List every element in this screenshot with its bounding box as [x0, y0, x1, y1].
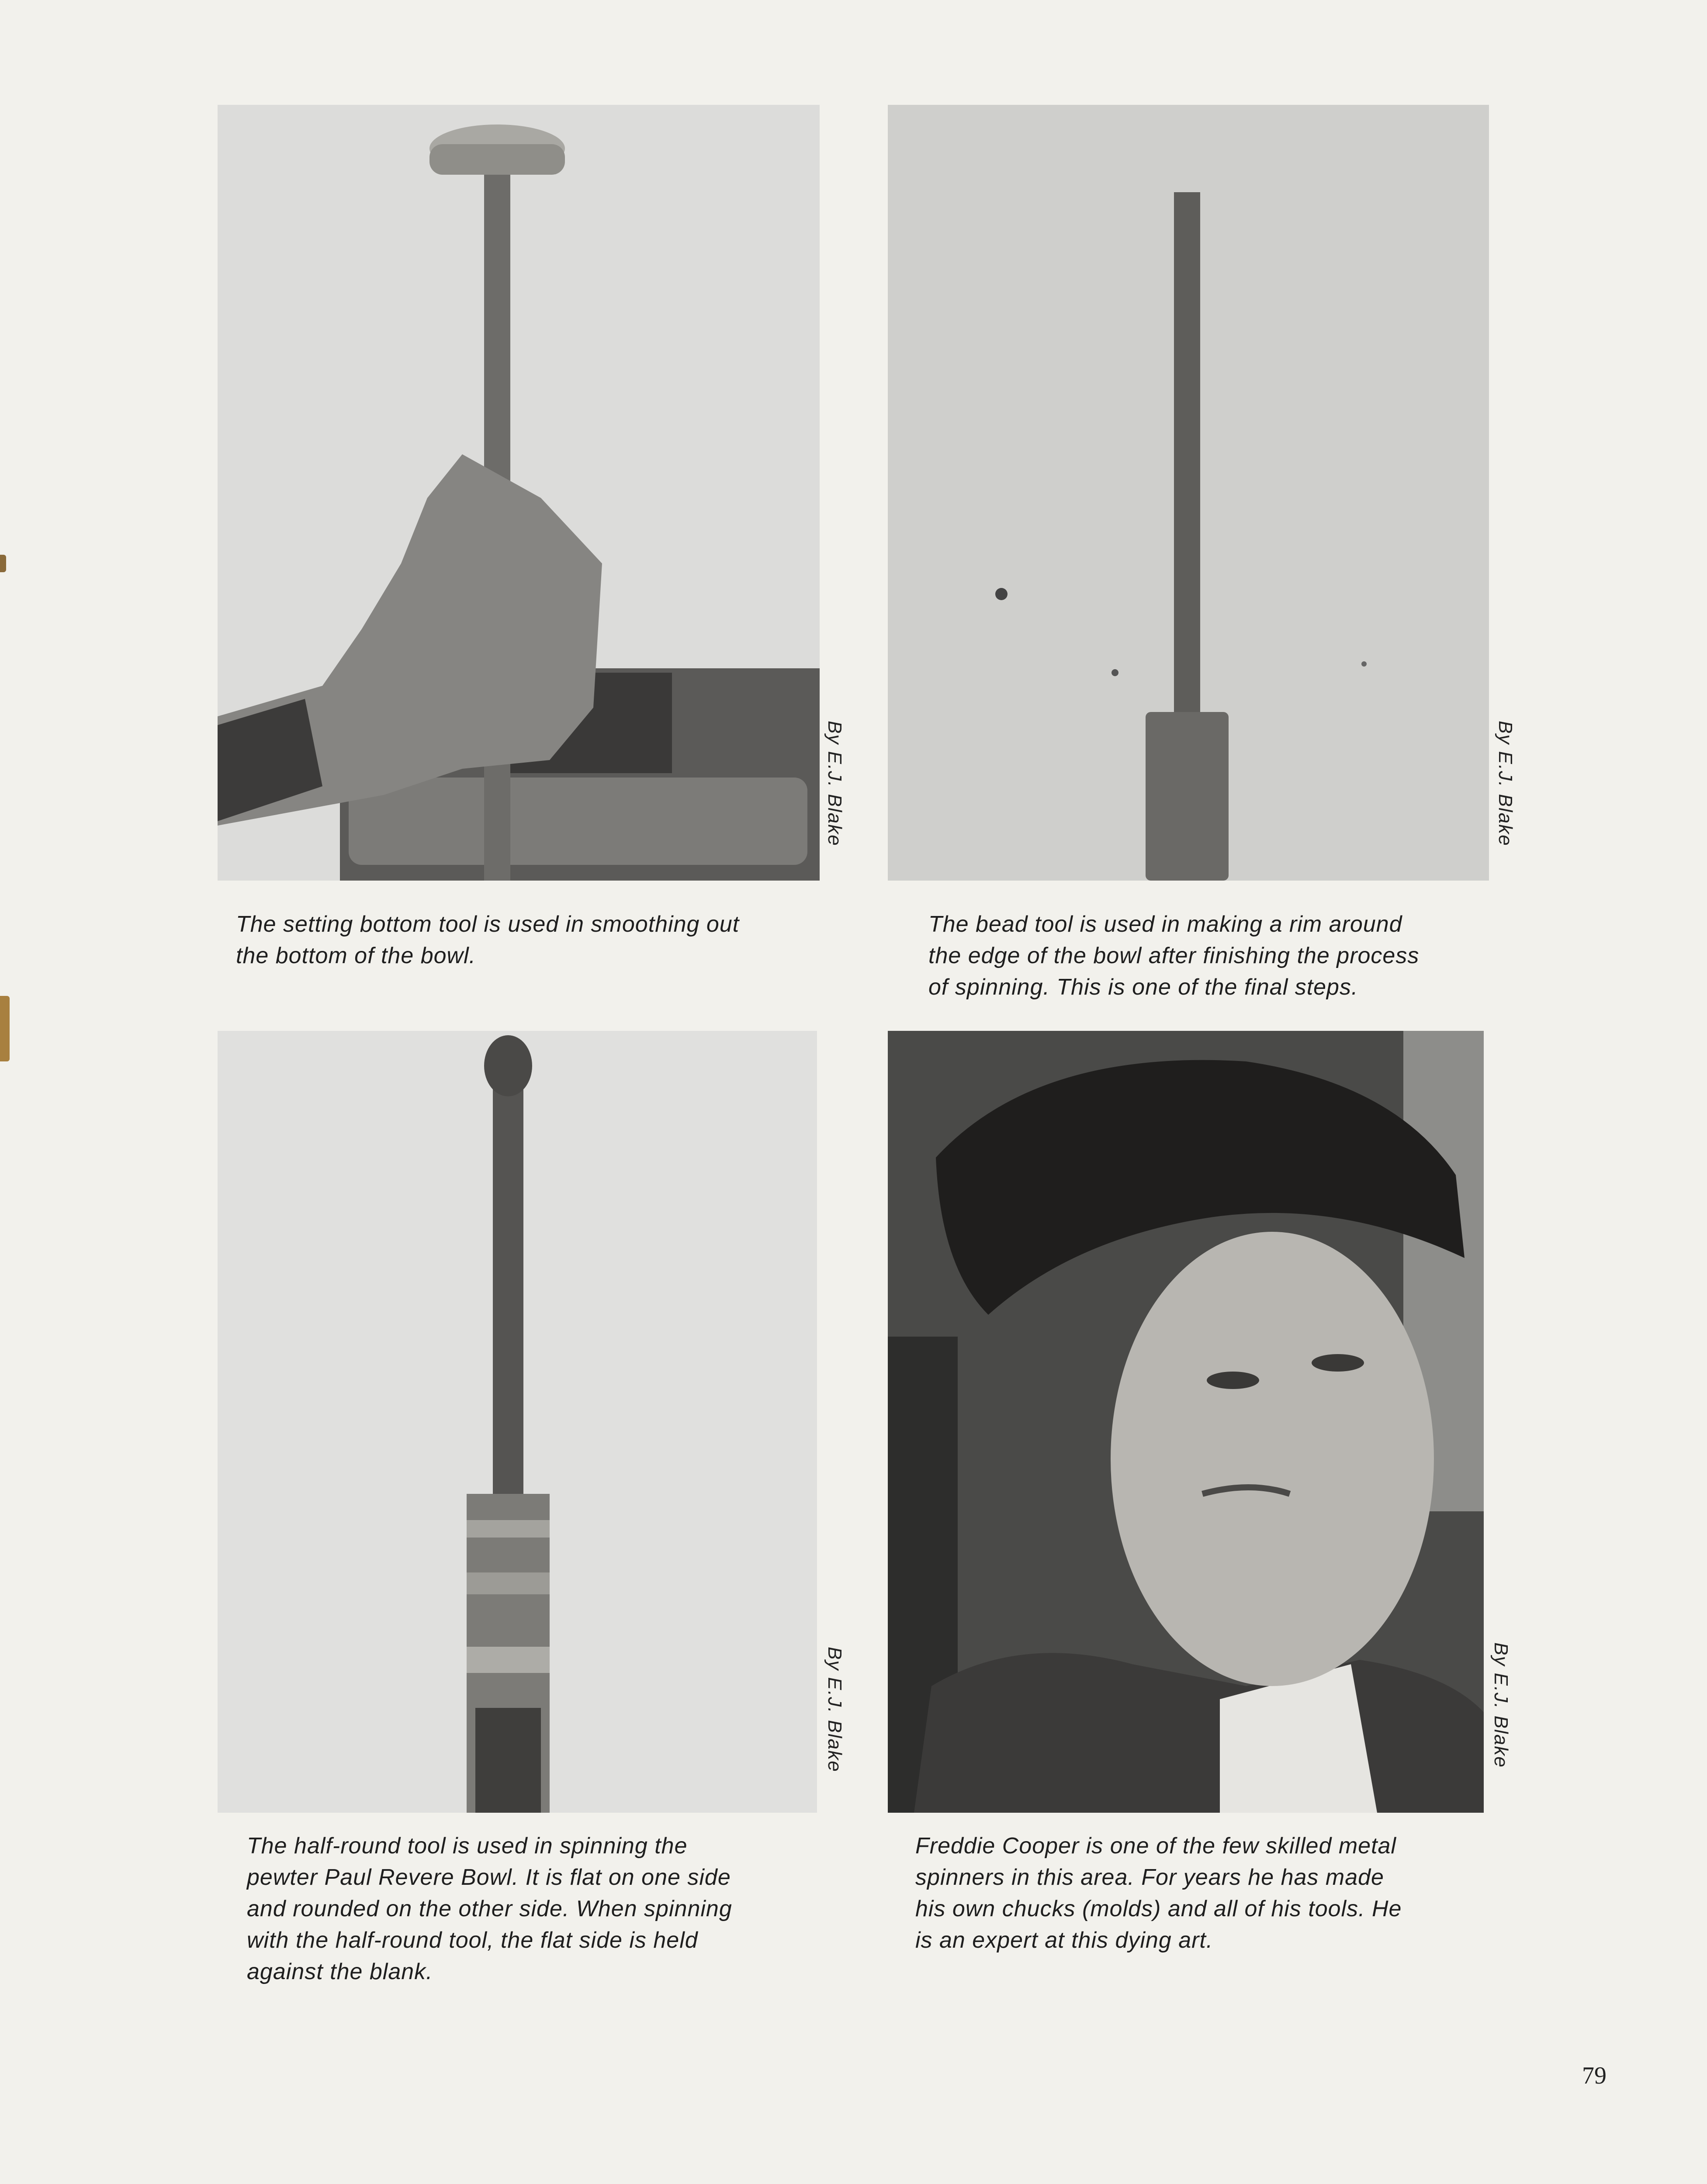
binding-stain — [0, 555, 6, 572]
caption-line: The half-round tool is used in spinning the — [247, 1833, 688, 1859]
photo-credit: By E.J. Blake — [824, 721, 845, 847]
photo-caption — [928, 909, 1540, 1003]
caption-line: with the half-round tool, the flat side is held — [247, 1928, 698, 1953]
photo-credit: By E.J. Blake — [824, 1647, 845, 1773]
photo-setting-bottom-tool — [218, 105, 820, 881]
photo-bead-tool — [888, 105, 1489, 881]
photo-caption — [915, 1830, 1527, 1956]
caption-line: against the blank. — [247, 1959, 433, 1984]
photo-credit: By E.J. Blake — [1490, 1642, 1512, 1768]
binding-stain — [0, 996, 10, 1061]
caption-line: pewter Paul Revere Bowl. It is flat on one side — [247, 1865, 731, 1890]
photo-caption — [236, 909, 848, 971]
photo-half-round-tool — [218, 1031, 817, 1813]
page-number: 79 — [1582, 2062, 1607, 2089]
caption-line: the bottom of the bowl. — [236, 943, 476, 968]
photo-caption — [247, 1830, 859, 1987]
caption-line: the edge of the bowl after finishing the process — [928, 943, 1420, 968]
caption-line: and rounded on the other side. When spinning — [247, 1896, 732, 1921]
caption-line: The setting bottom tool is used in smoothing out — [236, 912, 740, 937]
photo-credit: By E.J. Blake — [1495, 721, 1516, 847]
caption-line: The bead tool is used in making a rim around — [928, 912, 1402, 937]
caption-line: of spinning. This is one of the final steps. — [928, 975, 1358, 1000]
caption-line: is an expert at this dying art. — [915, 1928, 1213, 1953]
caption-line: Freddie Cooper is one of the few skilled metal — [915, 1833, 1396, 1859]
caption-line: his own chucks (molds) and all of his tools. He — [915, 1896, 1402, 1921]
photo-portrait-freddie-cooper — [888, 1031, 1484, 1813]
caption-line: spinners in this area. For years he has made — [915, 1865, 1384, 1890]
